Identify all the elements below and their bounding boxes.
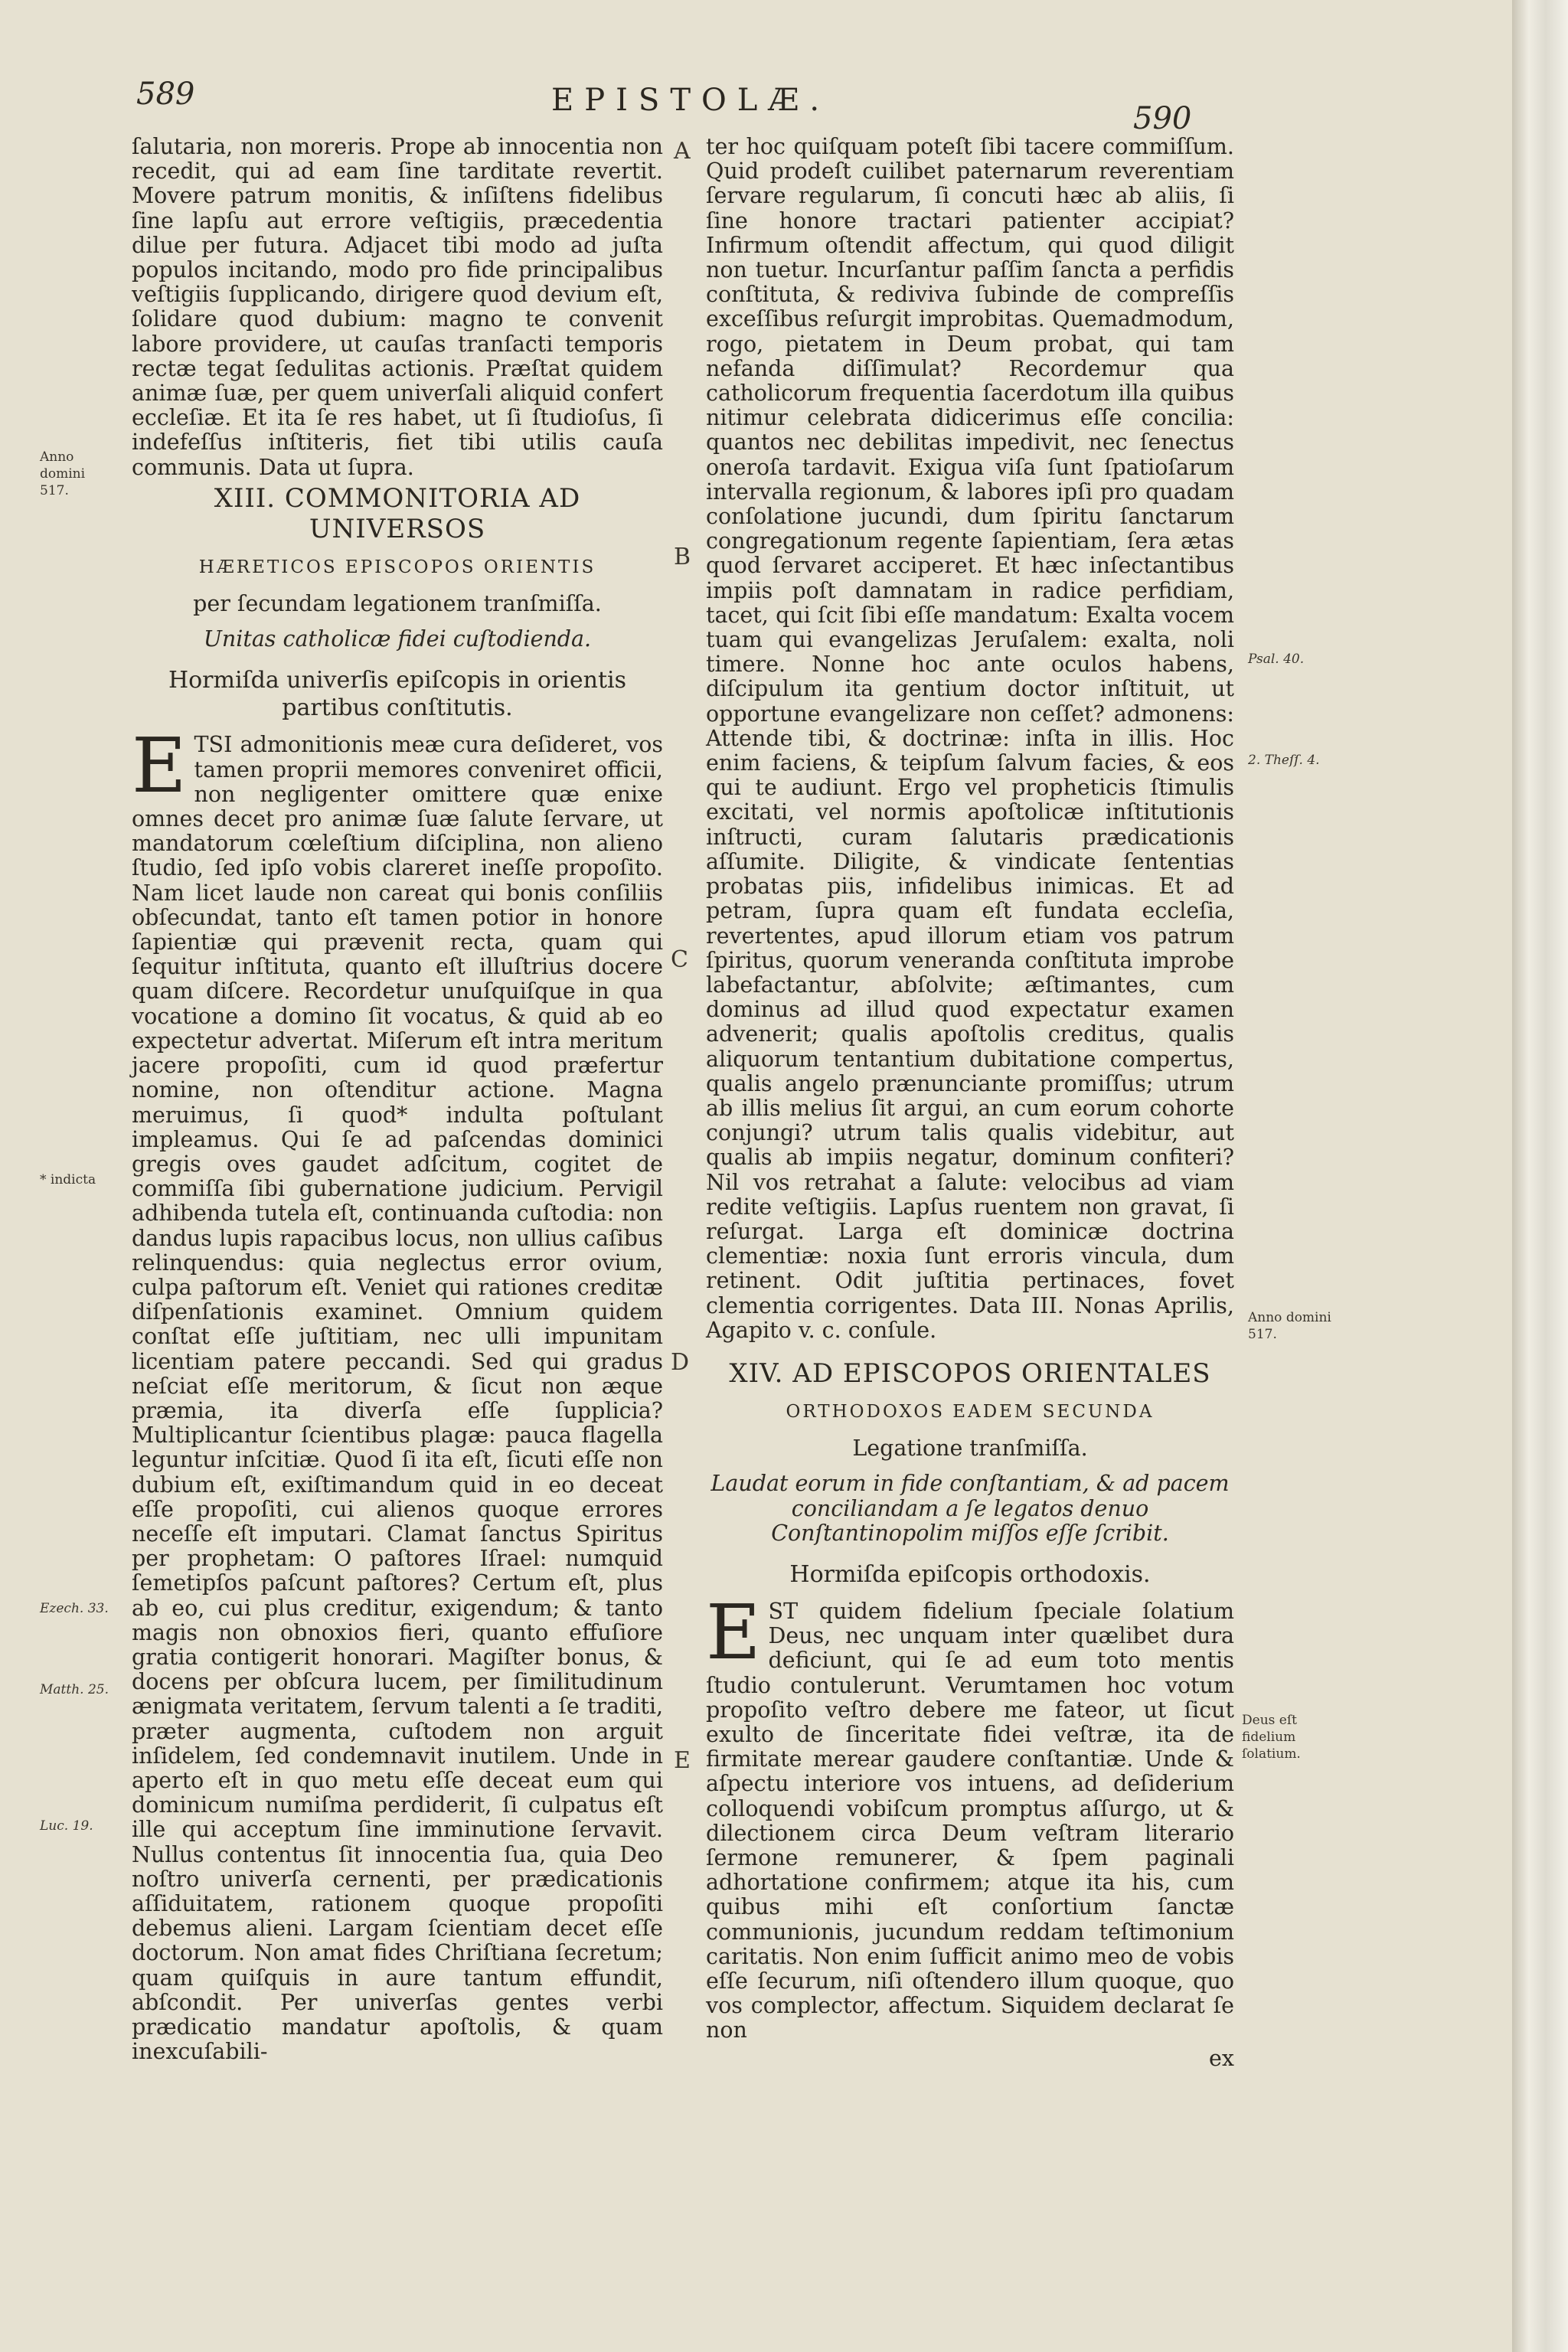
margin-note-ezech: Ezech. 33. [40,1601,109,1616]
margin-note-indicta: * indicta [40,1172,96,1187]
letter-xiii-summary: Unitas catholicæ fidei cuſtodienda. [203,626,592,652]
section-letter-b: B [674,544,691,570]
drop-cap: E [706,1589,761,1677]
margin-note-anno-right: Anno domini 517. [1248,1310,1331,1342]
letter-xiv-heading-sub: Legatione tranſmiſſa. [852,1436,1088,1462]
section-letter-c: C [671,946,688,973]
section-letter-a: A [674,138,691,165]
letter-xiii-heading: XIII. COMMONITORIA AD UNIVERSOS [214,482,581,544]
margin-note-deus: Deus eſt fidelium ſolatium. [1242,1713,1301,1762]
margin-note-luc: Luc. 19. [40,1818,93,1834]
page-number-left: 589 [136,77,195,112]
letter-xiv-salutation: Hormiſda epiſcopis orthodoxis. [789,1560,1151,1588]
letter-xiv-heading: XIV. AD EPISCOPOS ORIENTALES [729,1357,1211,1389]
letter-xiii-heading-smallcaps: HÆRETICOS EPISCOPOS ORIENTIS [198,557,596,577]
letter-xiv-heading-smallcaps: ORTHODOXOS EADEM SECUNDA [786,1401,1155,1422]
margin-note-matth: Matth. 25. [40,1682,109,1697]
left-intro-text: ſalutaria, non moreris. Prope ab innocentia non recedit, qui ad eam ſine tarditate revertit. Movere patrum monitis, & inſiſtens fidelibus ſine lapſu aut errore veſtigiis, præcedentia dilue per futura. Adjacet tibi modo ad juſta populos incitando, modo pro fide principalibus veſtigiis ſupplicando, dirigere quod devium eſt, ſolidare quod dubium: magno te convenit labore providere, ut cauſas tranſacti temporis rectæ tegat ſedulitas actionis. Præſtat quidem animæ ſuæ, per quem univerſali aliquid confert eccleſiæ. Et ita ſe res habet, ut ſi ſtudioſus, ſi indefeſſus inſtiteris, fiet tibi utilis cauſa communis. Data ut ſupra. [132,134,663,480]
section-letter-d: D [671,1349,690,1376]
letter-xiv-summary: Laudat eorum in fide conſtantiam, & ad pacem conciliandam a ſe legatos denuo Conſtantinopolim miſſos eſſe ſcribit. [710,1471,1230,1546]
left-column [132,135,663,2064]
drop-cap: E [132,723,187,811]
letter-xiv-body: ST quidem fidelium ſpeciale ſolatium Deus, nec unquam inter quælibet dura deficiunt, qui ſe ad eum toto mentis ſtudio contulerunt. Verumtamen hoc votum propoſito veſtro debere me fateor, ut ſicut exulto de ſinceritate fidei veſtræ, ita de firmitate merear gaudere conſtantiæ. Unde & aſpectu interiore vos intuens, ad deſiderium colloquendi vobiſcum promptus aſſurgo, ut & dilectionem circa Deum veſtram literario ſermone remunerer, & ſpem paginali adhortatione confirmem; atque ita his, cum quibus mihi eſt conſortium ſanctæ communionis, jucundum reddam teſtimonium caritatis. Non enim ſufficit animo meo de vobis eſſe ſecurum, niſi oſtendero illum quoque, quo vos complector, affectum. Siquidem declarat ſe non [706,1598,1234,2043]
letter-xiii-heading-sub: per ſecundam legationem tranſmiſſa. [193,591,602,617]
catchword: ex [1209,2045,1234,2071]
page-edge [1512,0,1568,2352]
margin-note-anno-left: Anno domini 517. [40,449,86,498]
margin-note-psal: Psal. 40. [1248,652,1305,667]
section-letter-e: E [674,1747,691,1774]
page-number-right: 590 [1133,101,1192,136]
right-column [706,135,1234,2071]
letter-xiii-salutation: Hormiſda univerſis epiſcopis in orientis partibus conſtitutis. [168,667,627,722]
letter-xiii-body-paragraph [132,723,663,2065]
right-continuation-text: ter hoc quiſquam poteſt ſibi tacere commiſſum. Quid prodeſt cuilibet paternarum reverentiam ſervare regularum, ſi concuti hæc ab aliis, ſi ſine honore tractari patienter accipiat? Infirmum oſtendit affectum, qui quod diligit non tuetur. Incurſantur paſſim ſancta a perfidis conſtituta, & rediviva ſubinde de compreſſis exceſſibus reſurgit improbitas. Quemadmodum, rogo, pietatem in Deum probat, qui tam nefanda diſſimulat? Recordemur qua catholicorum frequentia ſacerdotum illa quibus nitimur celebrata didicerimus eſſe concilia: quantos nec debilitas impedivit, nec ſenectus oneroſa tardavit. Exigua viſa ſunt ſpatioſarum intervalla regionum, & labores ipſi pro quadam conſolatione jucundi, dum ſpiritu ſanctarum congregationum regente ſapientiam, ſera ætas quod ſervaret acciperet. Et hæc inſectantibus impiis poſt damnatam in radice perfidiam, tacet, qui ſcit ſibi eſſe mandatum: Exalta vocem tuam qui evangelizas Jeruſalem: exalta, noli timere. Nonne hoc ante oculos habens, diſcipulum ita gentium doctor inſtituit, ut opportune evangelizare non ceſſet? admonens: Attende tibi, & doctrinæ: inſta in illis. Hoc enim faciens, & teipſum ſalvum facies, & eos qui te audiunt. Ergo vel propheticis ſtimulis excitati, vel normis apoſtolicæ inſtitutionis inſtructi, curam ſalutaris prædicationis aſſumite. Diligite, & vindicate ſententias probatas piis, infidelibus inimicas. Et ad petram, ſupra quam eſt fundata eccleſia, revertentes, apud illorum etiam vos patrum ſpiritus, quorum veneranda conſtituta improbe labefactantur, abſolvite; æſtimantes, cum dominus ad illud quod expectatur examen advenerit; qualis apoſtolis creditus, qualis aliquorum tentantium dubitatione compertus, qualis angelo prænunciante promiſſus; utrum ab illis melius ſit argui, an cum eorum cohorte conjungi? utrum talis qualis videbitur, aut qualis ab impiis negatur, dominum confiteri? Nil vos retrahat a ſalute: velocibus ad viam redite veſtigiis. Lapſus ruentem non gravat, ſi reſurgat. Larga eſt dominicæ doctrina clementiæ: noxia ſunt erroris vincula, dum retinent. Odit juſtitia pertinaces, fovet clementia corrigentes. Data III. Nonas Aprilis, Agapito v. c. conſule. [706,134,1234,1343]
letter-xiii-body: TSI admonitionis meæ cura deſideret, vos tamen proprii memores conveniret officii, non negligenter omittere quæ enixe omnes decet pro animæ ſuæ ſalute ſervare, ut mandatorum cœleſtium diſciplina, non alieno ſtudio, ſed ipſo vobis clareret ineſſe propoſito. Nam licet laude non careat qui bonis conſiliis obſecundat, tanto eſt tamen potior in honore ſapientiæ qui prævenit recta, quam qui ſequitur inſtituta, quanto eſt illuſtrius docere quam diſcere. Recordetur unuſquiſque in qua vocatione a domino ſit vocatus, & quid ab eo expectetur advertat. Miſerum eſt intra meritum jacere propoſiti, cum id quod præfertur nomine, non oſtenditur actione. Magna meruimus, ſi quod* indulta poſtulant impleamus. Qui ſe ad paſcendas dominici gregis oves gaudet adſcitum, cogitet de commiſſa ſibi gubernatione judicium. Pervigil adhibenda tutela eſt, continuanda cuſtodia: non dandus lupis rapacibus locus, non ullius caſibus relinquendus: quia neglectus error ovium, culpa paſtorum eſt. Veniet qui rationes creditæ diſpenſationis examinet. Omnium quidem conſtat eſſe juſtitiam, nec ulli impunitam licentiam patere peccandi. Sed qui gradus neſciat eſſe meritorum, & ſicut non æque præmia, ita diverſa eſſe ſupplicia? Multiplicantur ſcientibus plagæ: pauca flagella leguntur inſcitiæ. Quod ſi ita eſt, ſicuti eſſe non dubium eſt, exiſtimandum quid in eo deceat eſſe propoſiti, cui alienos quoque errores neceſſe eſt imputari. Clamat ſanctus Spiritus per prophetam: O paſtores Iſrael: numquid ſemetipſos paſcunt paſtores? Certum eſt, plus ab eo, cui plus creditur, exigendum; & tanto magis non obnoxios fieri, quanto effuſiore gratia contigerit honorari. Magiſter bonus, & docens per obſcura lucem, per ſimilitudinum ænigmata veritatem, ſervum talenti a ſe traditi, præter augmenta, cuſtodem non arguit inſidelem, ſed condemnavit inutilem. Unde in aperto eſt in quo metu eſſe deceat eum qui dominicum numiſma perdiderit, ſi culpatus eſt ille qui acceptum ſine imminutione ſervavit. Nullus contentus ſit innocentia ſua, quia Deo noſtro univerſa cernenti, per prædicationis aſſiduitatem, rationem quoque propoſiti debemus alieni. Largam ſcientiam decet eſſe doctorum. Non amat fides Chriſtiana ſecretum; quam quiſquis in aure tantum effundit, abſcondit. Per univerſas gentes verbi prædicatio mandatur apoſtolis, & quam inexcuſabili- [132,732,663,2065]
letter-xiv-body-paragraph [706,1589,1234,2043]
margin-note-thess: 2. Theſſ. 4. [1248,753,1320,768]
running-title: EPISTOLÆ. [551,83,831,118]
